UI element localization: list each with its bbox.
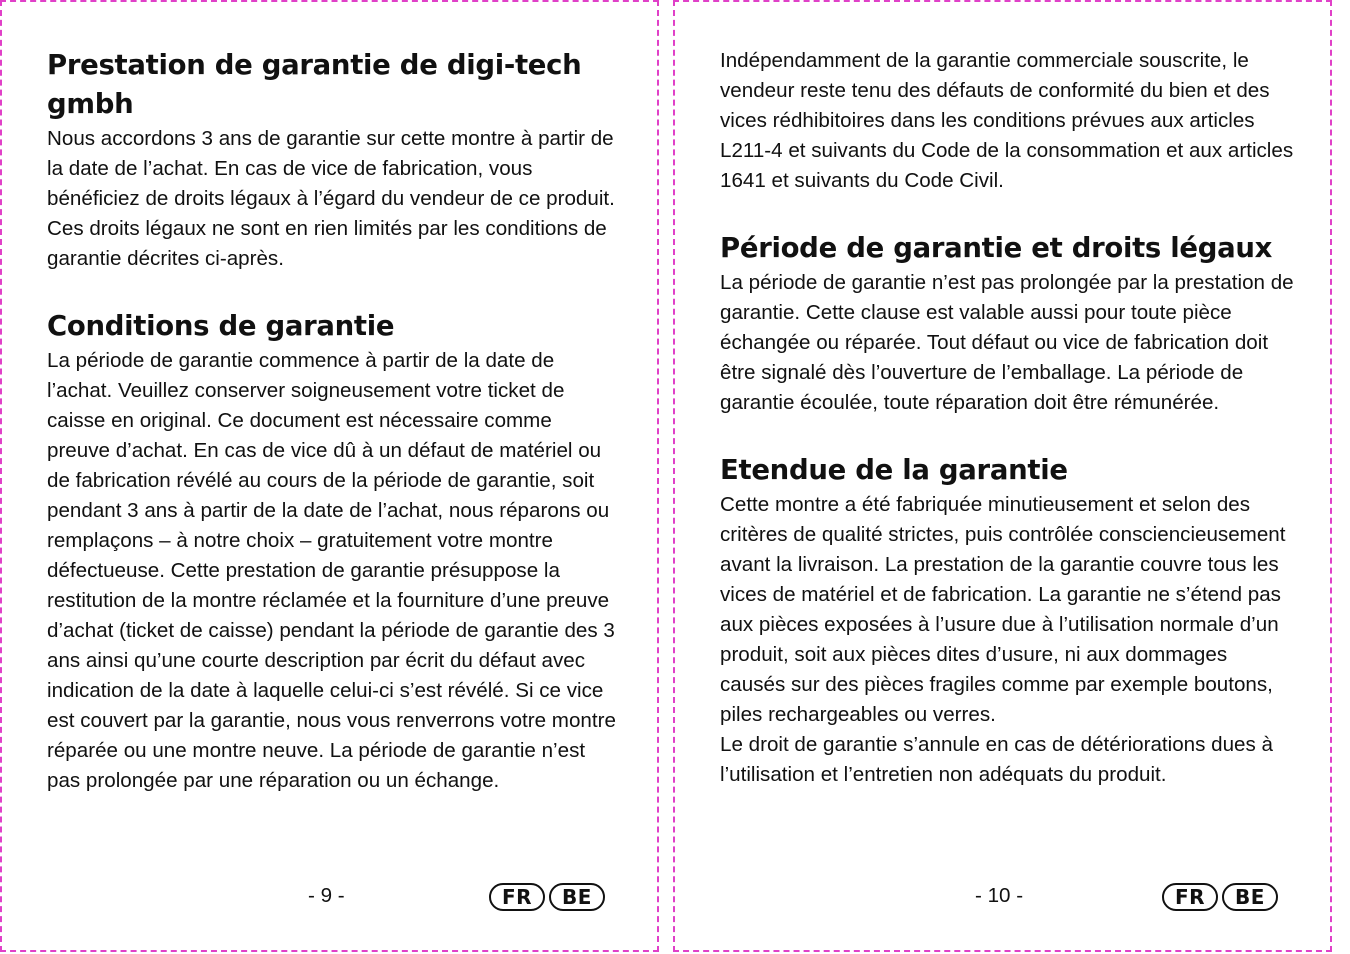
right-page-footer <box>675 880 1330 916</box>
language-badges <box>489 883 605 911</box>
section-body-warranty-scope: Cette montre a été fabriquée minutieusement et selon des critères de qualité strictes, puis contrôlée consciencieusement avant la livraison. La prestation de la garantie couvre tous les vices de matériel et de fabrication. La garantie ne s’étend pas aux pièces exposées à l’usure due à l’utilisation normale d’un produit, soit aux pièces dites d’usure, ni aux dommages causés sur des pièces fragiles comme par exemple boutons, piles rechargeables ou verres. <box>720 493 1286 726</box>
page-number: - 10 - <box>975 884 1024 907</box>
section-heading-warranty-scope: Etendue de la garantie <box>720 454 1068 486</box>
intro-paragraph: Indépendamment de la garantie commerciale souscrite, le vendeur reste tenu des défauts de conformité du bien et des vices rédhibitoires dans les conditions prévues aux articles L211-4 et suivants du Code de la consommation et aux articles 1641 et suivants du Code Civil. <box>720 49 1294 192</box>
language-badge-be: BE <box>1222 883 1278 911</box>
section-body-warranty-period: La période de garantie n’est pas prolongée par la prestation de garantie. Cette clause est valable aussi pour toute pièce échangée ou réparée. Tout défaut ou vice de fabrication doit être signalé dès l’ouverture de l’emballage. La période de garantie écoulée, toute réparation doit être rémunérée. <box>720 271 1294 414</box>
language-badge-fr: FR <box>489 883 545 911</box>
section-heading-warranty-period: Période de garantie et droits légaux <box>720 232 1273 264</box>
section-heading-warranty-service: Prestation de garantie de digi-tech gmbh <box>47 49 582 120</box>
section-body-warranty-conditions: La période de garantie commence à partir de la date de l’achat. Veuillez conserver soigneusement votre ticket de caisse en original. Ce document est nécessaire comme preuve d’achat. En cas de vice dû à un défaut de matériel ou de fabrication révélé au cours de la période de garantie, soit pendant 3 ans à partir de la date de l’achat, nous réparons ou remplaçons – à notre choix – gratuitement votre montre défectueuse. Cette prestation de garantie présuppose la restitution de la montre réclamée et la fourniture d’une preuve d’achat (ticket de caisse) pendant la période de garantie des 3 ans ainsi qu’une courte description par écrit du défaut avec indication de la date à laquelle celui-ci s’est révélé. Si ce vice est couvert par la garantie, nous vous renverrons votre montre réparée ou une montre neuve. La période de garantie n’est pas prolongée par une réparation ou un échange. <box>47 349 616 792</box>
page-number: - 9 - <box>308 884 345 907</box>
right-page <box>673 0 1332 952</box>
language-badges <box>1162 883 1278 911</box>
right-page-content <box>720 46 1295 790</box>
left-page-footer <box>2 880 657 916</box>
section-body-warranty-service: Nous accordons 3 ans de garantie sur cette montre à partir de la date de l’achat. En cas de vice de fabrication, vous bénéficiez de droits légaux à l’égard du vendeur de ce produit. Ces droits légaux ne sont en rien limités par les conditions de garantie décrites ci-après. <box>47 127 615 270</box>
language-badge-be: BE <box>549 883 605 911</box>
section-heading-warranty-conditions: Conditions de garantie <box>47 310 395 342</box>
left-page-content <box>47 46 617 796</box>
section-body-warranty-void: Le droit de garantie s’annule en cas de détériorations dues à l’utilisation et l’entretien non adéquats du produit. <box>720 733 1273 786</box>
language-badge-fr: FR <box>1162 883 1218 911</box>
left-page <box>0 0 659 952</box>
